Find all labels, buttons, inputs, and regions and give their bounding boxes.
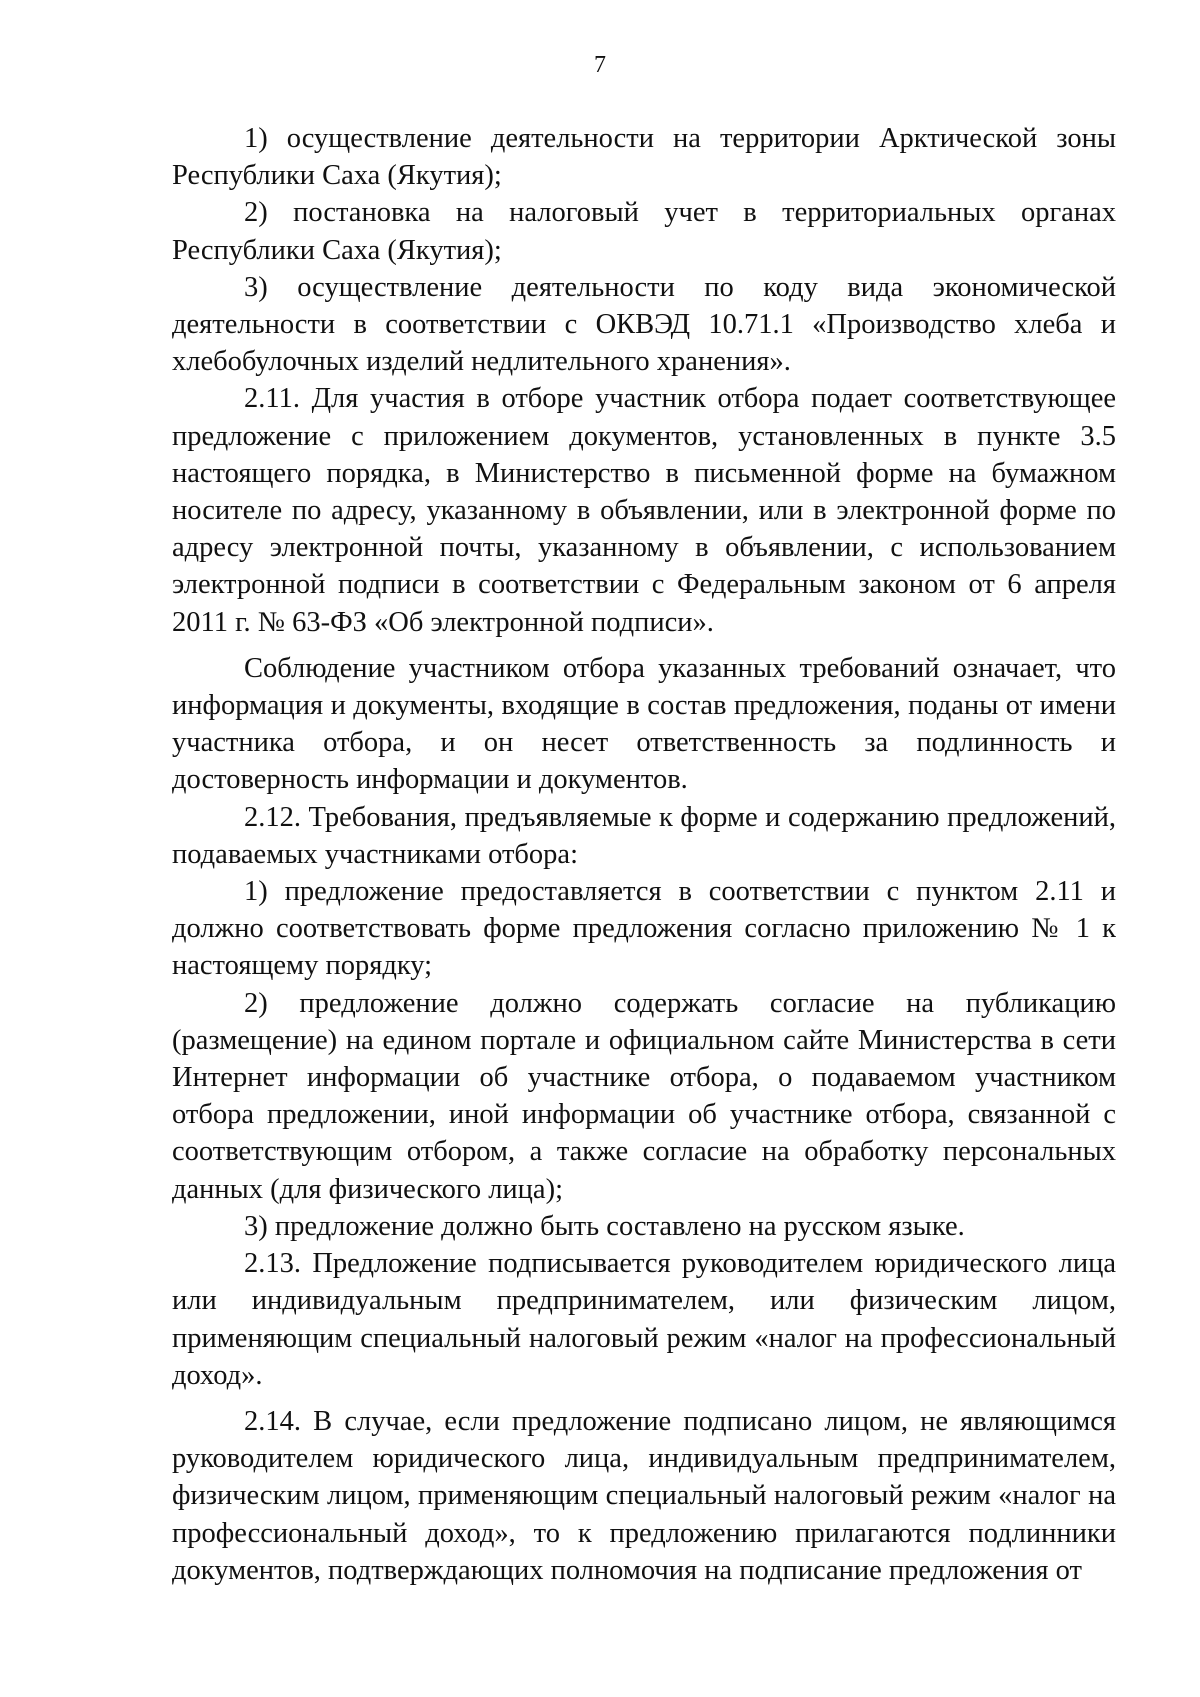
document-body	[172, 120, 1116, 1589]
paragraph-item-3: 3) осуществление деятельности по коду вида экономической деятельности в соответствии с ОКВЭД 10.71.1 «Производство хлеба и хлебобулочных изделий недлительного хранения».	[172, 271, 1116, 378]
paragraph-2-12-item-3: 3) предложение должно быть составлено на русском языке.	[244, 1210, 965, 1242]
paragraph-2-14: 2.14. В случае, если предложение подписано лицом, не являющимся руководителем юридического лица, индивидуальным предпринимателем, физическим лицом, применяющим специальный налоговый режим «налог на профессиональный доход», то к предложению прилагаются подлинники документов, подтверждающих полномочия на подписание предложения от	[172, 1405, 1116, 1586]
paragraph-item-2: 2) постановка на налоговый учет в территориальных органах Республики Саха (Якутия);	[172, 197, 1116, 266]
paragraph-2-12-item-1: 1) предложение предоставляется в соответствии с пунктом 2.11 и должно соответствовать форме предложения согласно приложению № 1 к настоящему порядку;	[172, 876, 1116, 982]
page-number: 7	[594, 52, 606, 78]
paragraph-2-12-item-2: 2) предложение должно содержать согласие на публикацию (размещение) на едином портале и официальном сайте Министерства в сети Интернет информации об участнике отбора, о подаваемом участником отбора предложении, иной информации об участнике отбора, связанной с соответствующим отбором, а также согласие на обработку персональных данных (для физического лица);	[172, 987, 1116, 1205]
paragraph-2-13: 2.13. Предложение подписывается руководителем юридического лица или индивидуальным предпринимателем, или физическим лицом, применяющим специальный налоговый режим «налог на профессиональный доход».	[172, 1248, 1116, 1391]
paragraph-compliance: Соблюдение участником отбора указанных требований означает, что информация и документы, входящие в состав предложения, поданы от имени участника отбора, и он несет ответственность за подлинность и достоверность информации и документов.	[172, 652, 1116, 796]
paragraph-item-1: 1) осуществление деятельности на территории Арктической зоны Республики Саха (Якутия);	[172, 123, 1116, 192]
paragraph-2-12: 2.12. Требования, предъявляемые к форме и содержанию предложений, подаваемых участниками отбора:	[172, 801, 1116, 870]
paragraph-2-11: 2.11. Для участия в отборе участник отбора подает соответствующее предложение с приложением документов, установленных в пункте 3.5 настоящего порядка, в Министерство в письменной форме на бумажном носителе по адресу, указанному в объявлении, или в электронной форме по адресу электронной почты, указанному в объявлении, с использованием электронной подписи в соответствии с Федеральным законом от 6 апреля 2011 г. № 63-ФЗ «Об электронной подписи».	[172, 383, 1116, 638]
